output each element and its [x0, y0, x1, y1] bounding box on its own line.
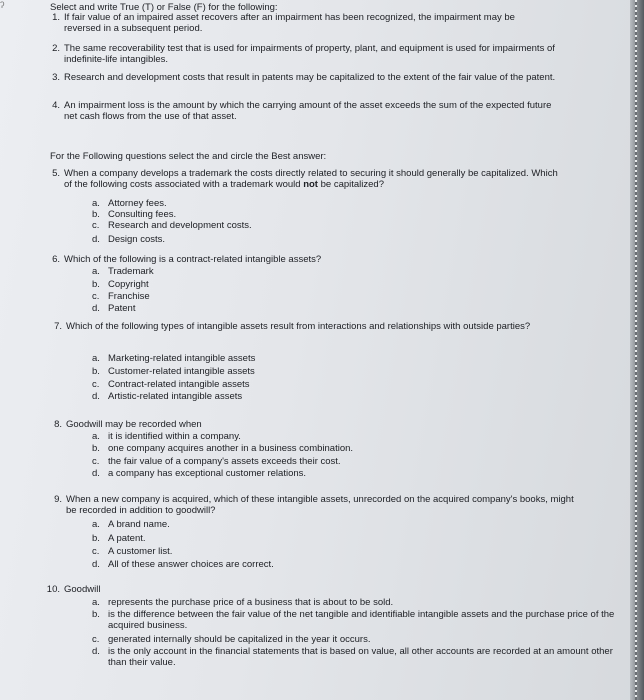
- option-letter: a.: [92, 353, 100, 364]
- option-letter: c.: [92, 379, 100, 390]
- option-text: Attorney fees.: [108, 198, 167, 209]
- option-letter: d.: [92, 303, 100, 314]
- question-number: 7.: [54, 321, 62, 332]
- question-number: 4.: [52, 100, 60, 111]
- option-text: All of these answer choices are correct.: [108, 559, 274, 570]
- question-text: When a new company is acquired, which of these intangible assets, unrecorded on the acquired company's books, might be recorded in addition to goodwill?: [66, 494, 574, 516]
- option-6b[interactable]: [92, 279, 149, 290]
- option-text: Copyright: [108, 279, 149, 290]
- option-letter: c.: [92, 634, 100, 645]
- option-10c[interactable]: [92, 634, 370, 645]
- question-number: 5.: [52, 168, 60, 179]
- option-text: Design costs.: [108, 234, 166, 245]
- question-number: 1.: [52, 12, 60, 23]
- question-text: Research and development costs that result in patents may be capitalized to the extent of the fair value of the patent.: [64, 72, 556, 83]
- option-text: Patent: [108, 303, 136, 314]
- option-8d[interactable]: [92, 468, 306, 479]
- option-7a[interactable]: [92, 353, 255, 364]
- option-5c[interactable]: [92, 220, 252, 231]
- option-text: the fair value of a company's assets exceeds their cost.: [108, 456, 341, 467]
- option-text: Customer-related intangible assets: [108, 366, 255, 377]
- option-text: A customer list.: [108, 546, 173, 557]
- option-9a[interactable]: [92, 519, 170, 530]
- option-letter: a.: [92, 431, 100, 442]
- option-7b[interactable]: [92, 366, 255, 377]
- question-text: If fair value of an impaired asset recovers after an impairment has been recognized, the impairment may be reversed in a subsequent period.: [64, 12, 515, 34]
- option-letter: b.: [92, 366, 100, 377]
- option-text: A patent.: [108, 533, 146, 544]
- option-letter: d.: [92, 468, 100, 479]
- option-10a[interactable]: [92, 597, 393, 608]
- option-9d[interactable]: [92, 559, 274, 570]
- option-letter: a.: [92, 266, 100, 277]
- option-text: Artistic-related intangible assets: [108, 391, 243, 402]
- option-5a[interactable]: [92, 198, 167, 209]
- option-letter: b.: [92, 209, 100, 220]
- option-letter: d.: [92, 559, 100, 570]
- option-6a[interactable]: [92, 266, 154, 277]
- option-text: Marketing-related intangible assets: [108, 353, 256, 364]
- option-10b[interactable]: [92, 609, 617, 631]
- option-6c[interactable]: [92, 291, 150, 302]
- option-letter: c.: [92, 456, 100, 467]
- option-text: Franchise: [108, 291, 150, 302]
- option-text: Trademark: [108, 266, 154, 277]
- question-text-part: When a company develops a trademark the costs directly related to securing it should generally be capitalized. Which of the following costs associated with a trademark would: [64, 168, 558, 190]
- question-text: Goodwill: [64, 584, 101, 595]
- option-text: generated internally should be capitalized in the year it occurs.: [108, 634, 371, 645]
- option-8b[interactable]: [92, 443, 353, 454]
- question-number: 3.: [52, 72, 60, 83]
- option-7d[interactable]: [92, 391, 242, 402]
- question-number: 6.: [52, 254, 60, 265]
- mc-instruction: For the Following questions select the and circle the Best answer:: [50, 151, 327, 162]
- option-letter: a.: [92, 597, 100, 608]
- option-text: one company acquires another in a business combination.: [108, 443, 354, 454]
- binder-edge: [630, 0, 644, 700]
- question-text: The same recoverability test that is used for impairments of property, plant, and equipment is used for impairments of indefinite-life intangibles.: [64, 43, 555, 65]
- option-5b[interactable]: [92, 209, 176, 220]
- question-number: 8.: [54, 419, 62, 430]
- option-letter: d.: [92, 646, 100, 657]
- question-emphasis: not: [303, 179, 318, 190]
- question-text-part: be capitalized?: [317, 179, 385, 190]
- option-8c[interactable]: [92, 456, 341, 467]
- option-7c[interactable]: [92, 379, 250, 390]
- option-8a[interactable]: [92, 431, 241, 442]
- page-corner-mark: ʔ: [0, 0, 5, 10]
- option-text: is the only account in the financial statements that is based on value, all other accounts are recorded at an amount other than their value.: [108, 646, 613, 668]
- option-letter: d.: [92, 234, 100, 245]
- question-text: An impairment loss is the amount by which the carrying amount of the asset exceeds the sum of the expected future net cash flows from the use of that asset.: [64, 100, 552, 122]
- option-letter: a.: [92, 519, 100, 530]
- option-text: Consulting fees.: [108, 209, 177, 220]
- option-text: Research and development costs.: [108, 220, 252, 231]
- option-letter: b.: [92, 443, 100, 454]
- question-number: 2.: [52, 43, 60, 54]
- option-letter: c.: [92, 546, 100, 557]
- option-letter: a.: [92, 198, 100, 209]
- question-text: Which of the following is a contract-related intangible assets?: [64, 254, 322, 265]
- option-9b[interactable]: [92, 533, 146, 544]
- option-9c[interactable]: [92, 546, 172, 557]
- option-letter: c.: [92, 291, 100, 302]
- option-letter: c.: [92, 220, 100, 231]
- question-text: [64, 168, 564, 190]
- option-letter: b.: [92, 279, 100, 290]
- option-letter: d.: [92, 391, 100, 402]
- option-text: it is identified within a company.: [108, 431, 241, 442]
- option-6d[interactable]: [92, 303, 135, 314]
- option-text: represents the purchase price of a business that is about to be sold.: [108, 597, 394, 608]
- option-letter: b.: [92, 609, 100, 620]
- question-number: 10.: [46, 584, 60, 595]
- tf-instruction: Select and write True (T) or False (F) for the following:: [50, 2, 278, 13]
- question-text: Which of the following types of intangible assets result from interactions and relationships with outside parties?: [66, 321, 531, 332]
- option-text: a company has exceptional customer relations.: [108, 468, 307, 479]
- option-10d[interactable]: [92, 646, 622, 668]
- option-text: is the difference between the fair value of the net tangible and identifiable intangible assets and the purchase price of the acquired business.: [108, 609, 615, 631]
- option-text: A brand name.: [108, 519, 170, 530]
- option-5d[interactable]: [92, 234, 165, 245]
- option-letter: b.: [92, 533, 100, 544]
- question-number: 9.: [54, 494, 62, 505]
- option-text: Contract-related intangible assets: [108, 379, 250, 390]
- question-text: Goodwill may be recorded when: [66, 419, 202, 430]
